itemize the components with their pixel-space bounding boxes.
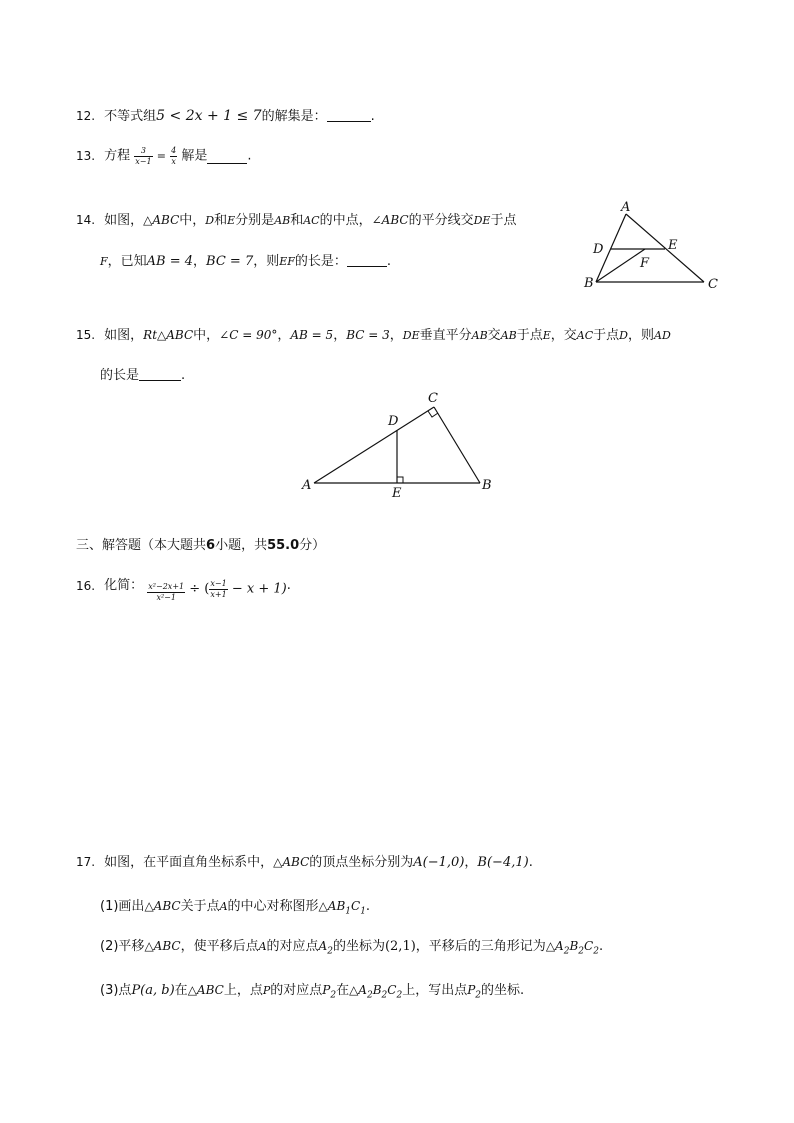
answer-blank[interactable] — [207, 149, 247, 164]
period: . — [247, 148, 252, 164]
question-number: 17. — [76, 855, 96, 869]
section-3-heading: 三、解答题（本大题共6小题，共55.0分） — [76, 538, 326, 553]
question-number: 16. — [76, 579, 96, 593]
label-b: B — [584, 276, 594, 291]
fraction-2: $\frac{x-1}{x+1}$ — [210, 579, 227, 599]
answer-blank[interactable] — [327, 107, 371, 122]
right-angle-mark-e — [397, 477, 403, 483]
fraction-lhs: $\frac{3}{x-1}$ — [135, 146, 152, 166]
answer-blank[interactable] — [347, 252, 387, 267]
figure-15-triangle — [298, 388, 498, 503]
label-a: A — [621, 200, 631, 215]
figure-14-triangle — [578, 200, 728, 295]
question-13 — [76, 146, 252, 167]
triangle-abc: △ABC — [143, 213, 180, 227]
label-f: F — [640, 256, 650, 271]
question-17-part-1: (1)画出△ABC关于点A的中心对称图形$\triangle AB_1C_1$. — [100, 899, 371, 917]
inequality: 5 < 2x + 1 ≤ 7 — [156, 108, 262, 124]
label-c: C — [708, 277, 718, 292]
question-17-part-3: (3)点P(a, b)在△ABC上，点P的对应点$P_2$在$\triangle A_2B_2C_2$上，写出点$P_2$的坐标. — [100, 983, 525, 1001]
question-text: 解是 — [181, 148, 208, 164]
question-15-line-1: 15. 如图，Rt△ABC中，∠C = 90°，AB = 5，BC = 3，DE垂直平分AB交AB于点E，交AC于点D，则AD — [76, 325, 671, 346]
label-a: A — [302, 478, 312, 493]
label-d: D — [388, 414, 399, 429]
side-ac — [314, 407, 434, 483]
question-16: 16. 化简： $\frac{\text{x²−2x+1}}{\text{x²−1}}$ ÷ ( $\frac{x-1}{x+1}$ − x + 1). — [76, 578, 291, 602]
question-text: 方程 — [104, 148, 131, 164]
label-c: C — [428, 391, 438, 406]
question-15-line-2: 的长是 . — [100, 368, 186, 383]
label-b: B — [482, 478, 492, 493]
side-ac — [626, 214, 704, 282]
question-12 — [76, 106, 375, 127]
question-number: 13. — [76, 149, 96, 163]
period: . — [370, 109, 375, 124]
question-number: 15. — [76, 328, 96, 342]
answer-blank[interactable] — [139, 366, 181, 381]
fraction-rhs: $\frac{4}{x}$ — [171, 146, 177, 166]
question-17-part-2: (2)平移△ABC，使平移后点A的对应点$A_2$的坐标为(2,1)，平移后的三角形记为$\triangle A_2B_2C_2$. — [100, 939, 604, 957]
question-text: 不等式组 — [104, 109, 157, 124]
question-14-line-1: 14. 如图，△ABC中，D和E分别是AB和AC的中点，∠ABC的平分线交DE于点 — [76, 210, 516, 231]
question-number: 12. — [76, 109, 96, 123]
side-bc — [434, 407, 480, 483]
question-number: 14. — [76, 213, 96, 227]
question-text: 的解集是： — [261, 109, 327, 124]
equals-sign: = — [156, 149, 166, 163]
question-14-line-2: F，已知AB = 4，BC = 7，则EF的长是： . — [100, 254, 392, 269]
label-e: E — [668, 238, 678, 253]
label-d: D — [593, 242, 604, 257]
question-17: 17. 如图，在平面直角坐标系中，△ABC的顶点坐标分别为A(−1,0)，B(−4,1). — [76, 852, 533, 873]
label-e: E — [392, 486, 402, 501]
fraction-1: $\frac{\text{x²−2x+1}}{\text{x²−1}}$ — [148, 582, 185, 602]
